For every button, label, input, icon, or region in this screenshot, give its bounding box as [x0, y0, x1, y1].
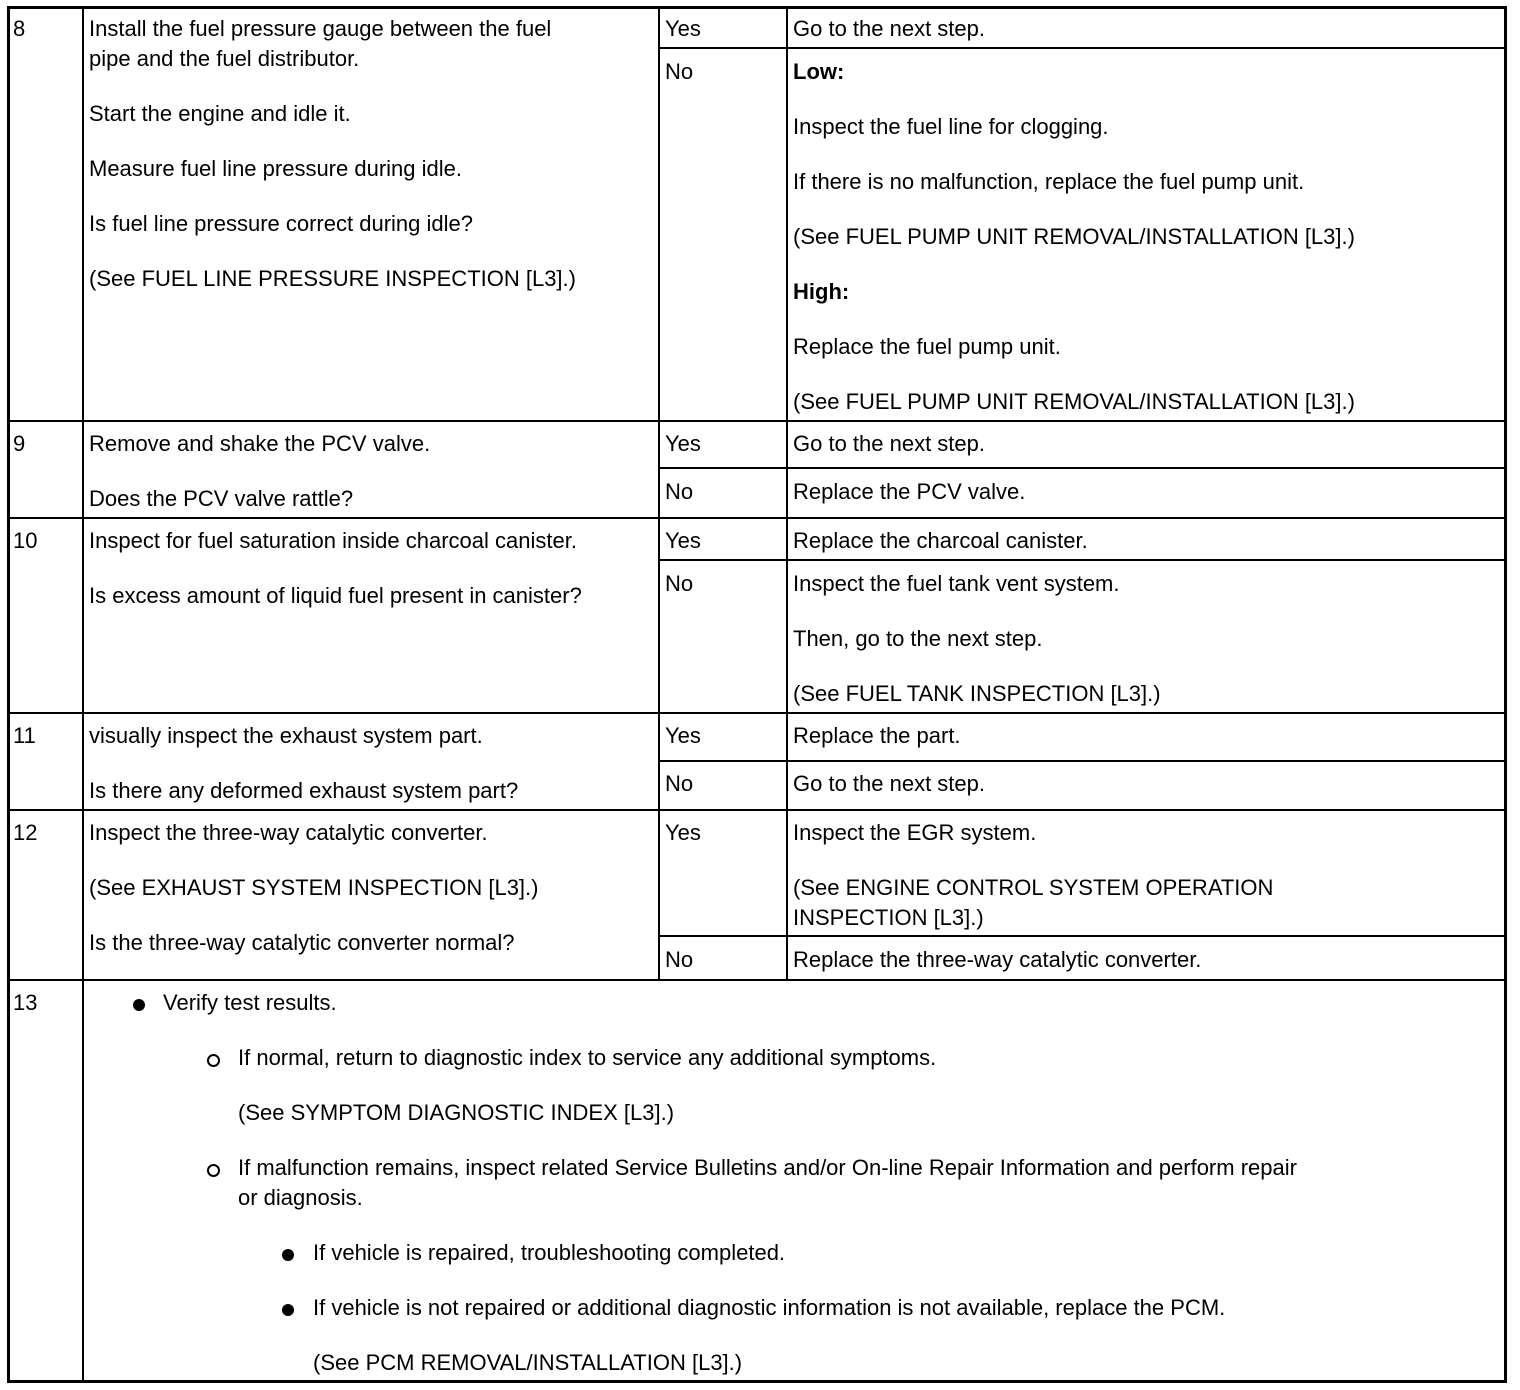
- normal-text: If normal, return to diagnostic index to service any additional symptoms.: [238, 1045, 937, 1070]
- row-divider-12: [10, 809, 1504, 811]
- yes-label: Yes: [665, 723, 701, 748]
- col-divider-step: [82, 9, 84, 1380]
- no-label: No: [665, 59, 694, 84]
- yes-label: Yes: [665, 820, 701, 845]
- pcm-reference: (See PCM REMOVAL/INSTALLATION [L3].): [313, 1350, 743, 1375]
- step-number: 12: [13, 820, 38, 845]
- no-result: Go to the next step.: [793, 771, 986, 796]
- no-result-line: (See FUEL TANK INSPECTION [L3].): [793, 681, 1161, 706]
- no-result-line: Replace the fuel pump unit.: [793, 334, 1061, 359]
- no-result-line: Inspect the fuel line for clogging.: [793, 114, 1109, 139]
- no-result: Replace the three-way catalytic converter.: [793, 947, 1202, 972]
- step-10-action-line: Is excess amount of liquid fuel present in canister?: [89, 583, 582, 608]
- malfunction-text-line: or diagnosis.: [238, 1185, 363, 1210]
- yesno-divider-9: [658, 467, 1504, 469]
- row-divider-10: [10, 517, 1504, 519]
- no-result-line: If there is no malfunction, replace the fuel pump unit.: [793, 169, 1305, 194]
- no-result-line: (See FUEL PUMP UNIT REMOVAL/INSTALLATION [L3].): [793, 389, 1355, 414]
- yes-label: Yes: [665, 528, 701, 553]
- step-11-action-line: visually inspect the exhaust system part.: [89, 723, 483, 748]
- yesno-divider-12: [658, 935, 1504, 937]
- yesno-divider-11: [658, 760, 1504, 762]
- yes-label: Yes: [665, 431, 701, 456]
- step-9-action-line: Does the PCV valve rattle?: [89, 486, 354, 511]
- yes-result: Replace the part.: [793, 723, 961, 748]
- step-8-action-line: (See FUEL LINE PRESSURE INSPECTION [L3].): [89, 266, 576, 291]
- bullet-dot-icon: [133, 999, 145, 1011]
- yes-result-line: (See ENGINE CONTROL SYSTEM OPERATION: [793, 875, 1274, 900]
- step-11-action-line: Is there any deformed exhaust system part?: [89, 778, 519, 803]
- bullet-circle-icon: [207, 1164, 220, 1177]
- yes-result: Go to the next step.: [793, 16, 986, 41]
- no-label: No: [665, 771, 694, 796]
- col-divider-action: [786, 9, 788, 981]
- no-label: No: [665, 947, 694, 972]
- yesno-divider-10: [658, 559, 1504, 561]
- no-result-heading-high: High:: [793, 279, 850, 304]
- step-8-action-line: Is fuel line pressure correct during idle?: [89, 211, 473, 236]
- step-12-action-line: (See EXHAUST SYSTEM INSPECTION [L3].): [89, 875, 539, 900]
- row-divider-9: [10, 420, 1504, 422]
- no-label: No: [665, 479, 694, 504]
- verify-text: Verify test results.: [163, 990, 337, 1015]
- step-10-action-line: Inspect for fuel saturation inside charcoal canister.: [89, 528, 577, 553]
- bullet-dot-icon: [282, 1304, 294, 1316]
- no-result-line: Inspect the fuel tank vent system.: [793, 571, 1120, 596]
- yesno-divider-8: [658, 47, 1504, 49]
- no-result-heading-low: Low:: [793, 59, 845, 84]
- step-8-action-line: Start the engine and idle it.: [89, 101, 351, 126]
- yes-result: Go to the next step.: [793, 431, 986, 456]
- yes-result: Replace the charcoal canister.: [793, 528, 1088, 553]
- step-8-action-line: pipe and the fuel distributor.: [89, 46, 360, 71]
- yes-label: Yes: [665, 16, 701, 41]
- row-divider-11: [10, 712, 1504, 714]
- step-number: 10: [13, 528, 38, 553]
- yes-result-line: INSPECTION [L3].): [793, 905, 984, 930]
- step-8-action-line: Measure fuel line pressure during idle.: [89, 156, 462, 181]
- normal-reference: (See SYMPTOM DIAGNOSTIC INDEX [L3].): [238, 1100, 675, 1125]
- no-label: No: [665, 571, 694, 596]
- diagnostic-procedure-table: [7, 6, 1507, 1383]
- yes-result-line: Inspect the EGR system.: [793, 820, 1037, 845]
- no-result-line: Then, go to the next step.: [793, 626, 1043, 651]
- malfunction-text-line: If malfunction remains, inspect related Service Bulletins and/or On-line Repair Information and perform repair: [238, 1155, 1297, 1180]
- repaired-text: If vehicle is repaired, troubleshooting completed.: [313, 1240, 786, 1265]
- step-number: 13: [13, 990, 38, 1015]
- row-divider-13: [10, 979, 1504, 981]
- step-12-action-line: Is the three-way catalytic converter normal?: [89, 930, 515, 955]
- no-result: Replace the PCV valve.: [793, 479, 1026, 504]
- col-divider-result: [658, 9, 660, 981]
- bullet-dot-icon: [282, 1249, 294, 1261]
- bullet-circle-icon: [207, 1054, 220, 1067]
- step-number: 11: [13, 723, 36, 748]
- step-number: 8: [13, 16, 26, 41]
- step-8-action-line: Install the fuel pressure gauge between the fuel: [89, 16, 552, 41]
- not-repaired-text: If vehicle is not repaired or additional diagnostic information is not available, replace the PCM.: [313, 1295, 1226, 1320]
- no-result-line: (See FUEL PUMP UNIT REMOVAL/INSTALLATION [L3].): [793, 224, 1355, 249]
- step-9-action-line: Remove and shake the PCV valve.: [89, 431, 431, 456]
- step-12-action-line: Inspect the three-way catalytic converter.: [89, 820, 488, 845]
- step-number: 9: [13, 431, 26, 456]
